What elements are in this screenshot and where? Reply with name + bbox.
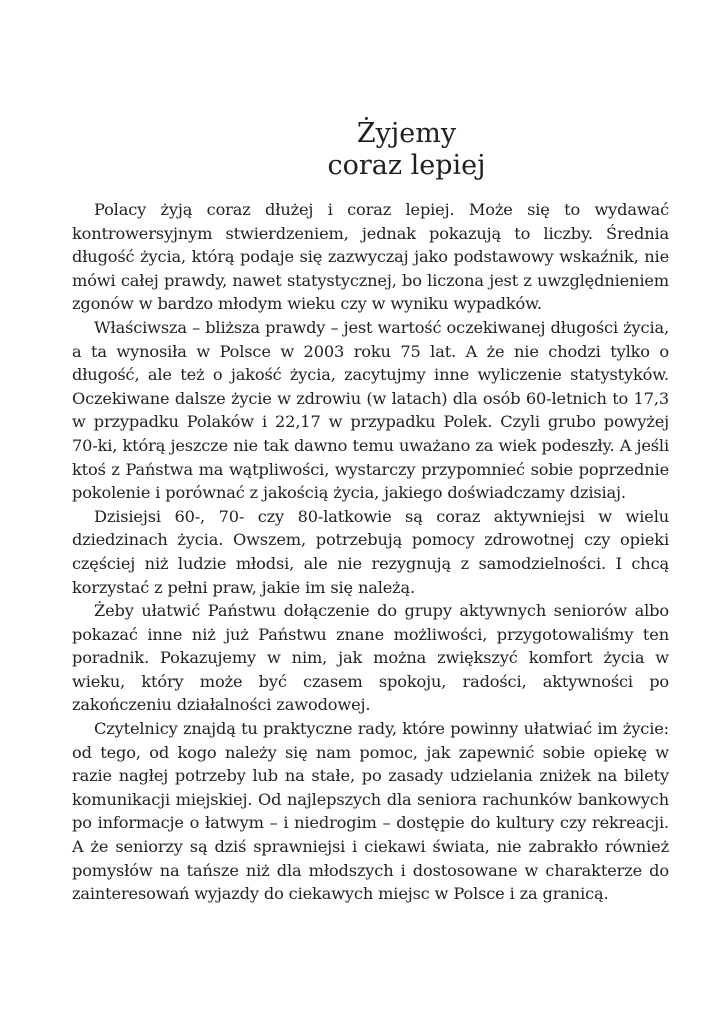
title-line-1: Żyjemy xyxy=(356,118,457,149)
paragraph-4: Żeby ułatwić Państwu dołączenie do grupy aktywnych seniorów albo pokazać inne niż już Państwu znane możliwości, przygotowaliśmy ten poradnik. Pokazujemy w nim, jak można zwiększyć komfort życia w wieku, który może być czasem spokoju, radości, aktywności po zakończeniu działalności zawodowej. xyxy=(72,601,669,715)
paragraph-5: Czytelnicy znajdą tu praktyczne rady, które powinny ułatwiać im życie: od tego, od kogo należy się nam pomoc, jak zapewnić sobie opiekę w razie nagłej potrzeby lub na stałe, po zasady udzielania zniżek na bilety komunikacji miejskiej. Od najlepszych dla seniora rachunków bankowych po informacje o łatwym – i niedrogim – dostępie do kultury czy rekreacji. A że seniorzy są dziś sprawniejsi i ciekawi świata, nie zabrakło również pomysłów na tańsze niż dla młodszych i dostosowane w charakterze do zainteresowań wyjazdy do ciekawych miejsc w Polsce i za granicą. xyxy=(72,719,669,904)
page-title xyxy=(72,118,669,182)
title-line-2: coraz lepiej xyxy=(327,150,486,181)
paragraph-2: Właściwsza – bliższa prawdy – jest wartość oczekiwanej długości życia, a ta wynosiła w Polsce w 2003 roku 75 lat. A że nie chodzi tylko o długość, ale też o jakość życia, zacytujmy inne wyliczenie statystyków. Oczekiwane dalsze życie w zdrowiu (w latach) dla osób 60-letnich to 17,3 w przypadku Polaków i 22,17 w przypadku Polek. Czyli grubo powyżej 70-ki, którą jeszcze nie tak dawno temu uważano za wiek podeszły. A jeśli ktoś z Państwa ma wątpliwości, wystarczy przypomnieć sobie poprzednie pokolenie i porównać z jakością życia, jakiego doświadczamy dzisiaj. xyxy=(72,317,669,503)
paragraph-3: Dzisiejsi 60-, 70- czy 80-latkowie są coraz aktywniejsi w wielu dziedzinach życia. Owszem, potrzebują pomocy zdrowotnej czy opieki częściej niż ludzie młodsi, ale nie rezygnują z samodzielności. I chcą korzystać z pełni praw, jakie im się należą. xyxy=(72,506,669,597)
document-page xyxy=(72,118,669,906)
paragraph-1: Polacy żyją coraz dłużej i coraz lepiej. Może się to wydawać kontrowersyjnym stwierdzeniem, jednak pokazują to liczby. Średnia długość życia, którą podaje się zazwyczaj jako podstawowy wskaźnik, nie mówi całej prawdy, nawet statystycznej, bo liczona jest z uwzględnieniem zgonów w bardzo młodym wieku czy w wyniku wypadków. xyxy=(72,200,669,314)
body-text xyxy=(72,198,669,906)
